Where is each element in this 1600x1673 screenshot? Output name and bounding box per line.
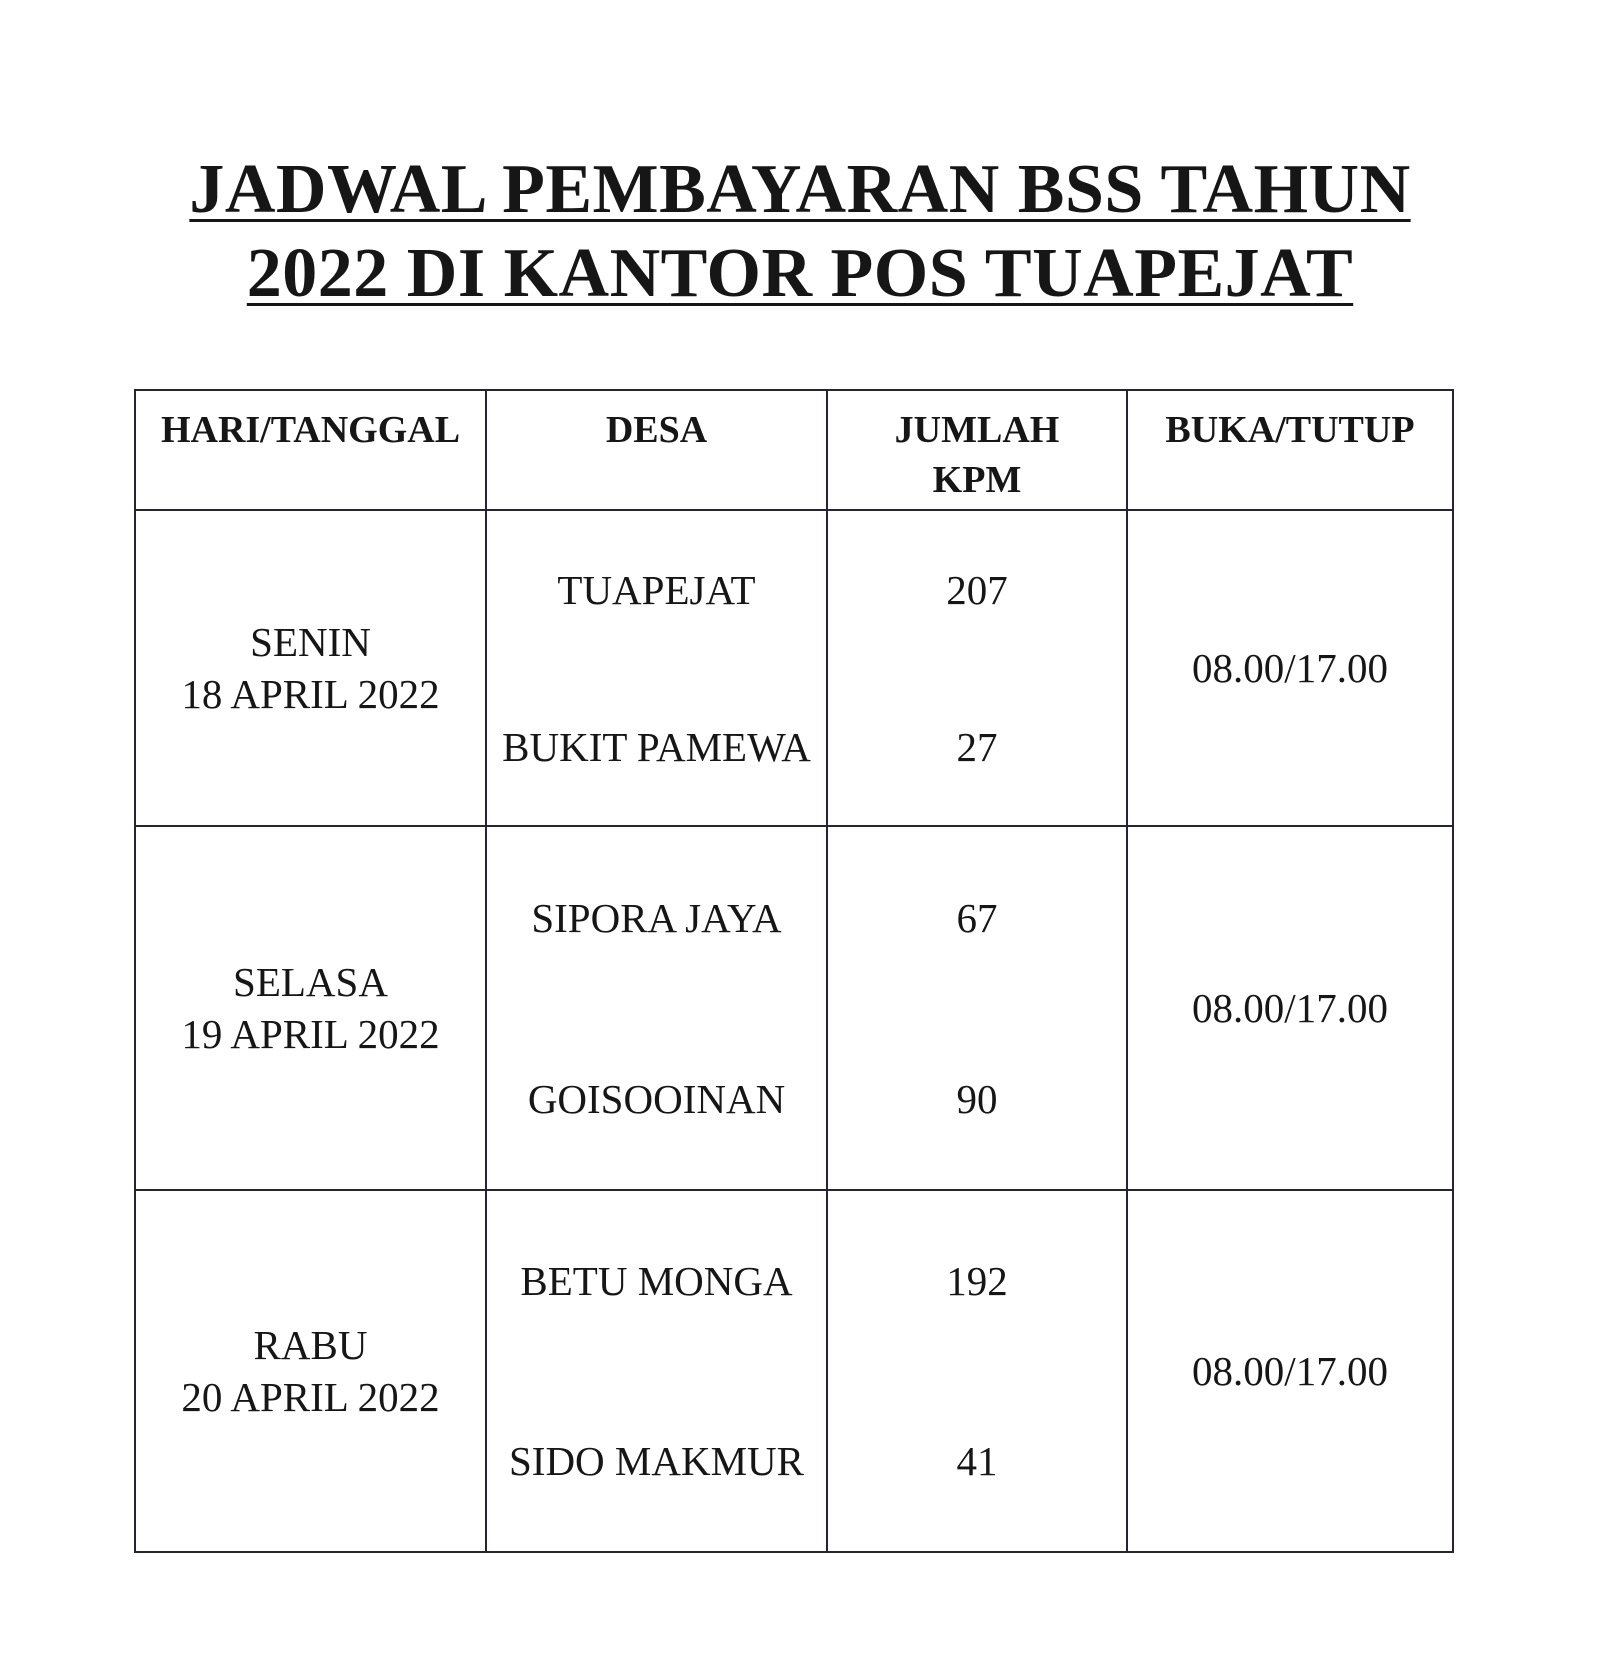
day-name: SENIN [250, 619, 371, 665]
village-name: BETU MONGA [520, 1258, 793, 1304]
kpm-count: 41 [956, 1438, 998, 1484]
title-line-1: JADWAL PEMBAYARAN BSS TAHUN [189, 151, 1411, 228]
hours-cell: 08.00/17.00 [1127, 510, 1453, 826]
schedule-table [134, 389, 1454, 1553]
header-kpm-line2: KPM [932, 459, 1022, 501]
date-cell [135, 510, 486, 826]
kpm-cell [827, 510, 1127, 826]
title-line-2: 2022 DI KANTOR POS TUAPEJAT [246, 235, 1354, 312]
date-cell [135, 826, 486, 1190]
header-date: HARI/TANGGAL [135, 390, 486, 510]
header-kpm [827, 390, 1127, 510]
hours-cell: 08.00/17.00 [1127, 826, 1453, 1190]
village-name: SIPORA JAYA [531, 894, 782, 941]
kpm-count: 90 [956, 1075, 998, 1122]
village-name: TUAPEJAT [557, 566, 756, 613]
table-row [135, 510, 1453, 826]
village-name: BUKIT PAMEWA [502, 723, 811, 770]
header-kpm-line1: JUMLAH [894, 409, 1060, 451]
table-row [135, 826, 1453, 1190]
kpm-cell [827, 1190, 1127, 1552]
header-time: BUKA/TUTUP [1127, 390, 1453, 510]
village-name: SIDO MAKMUR [508, 1438, 804, 1484]
hours-cell: 08.00/17.00 [1127, 1190, 1453, 1552]
day-name: RABU [253, 1322, 368, 1368]
header-desa: DESA [486, 390, 827, 510]
kpm-count: 192 [946, 1258, 1008, 1304]
village-cell [486, 1190, 827, 1552]
date-value: 18 APRIL 2022 [181, 671, 440, 717]
kpm-count: 27 [956, 723, 998, 770]
village-cell [486, 826, 827, 1190]
day-name: SELASA [233, 959, 388, 1005]
date-value: 20 APRIL 2022 [181, 1374, 440, 1420]
village-cell [486, 510, 827, 826]
kpm-cell [827, 826, 1127, 1190]
date-value: 19 APRIL 2022 [181, 1011, 440, 1057]
kpm-count: 207 [946, 566, 1008, 613]
kpm-count: 67 [956, 894, 998, 941]
date-cell [135, 1190, 486, 1552]
table-header-row [135, 390, 1453, 510]
table-row [135, 1190, 1453, 1552]
document-title [0, 148, 1600, 316]
village-name: GOISOOINAN [527, 1075, 786, 1122]
